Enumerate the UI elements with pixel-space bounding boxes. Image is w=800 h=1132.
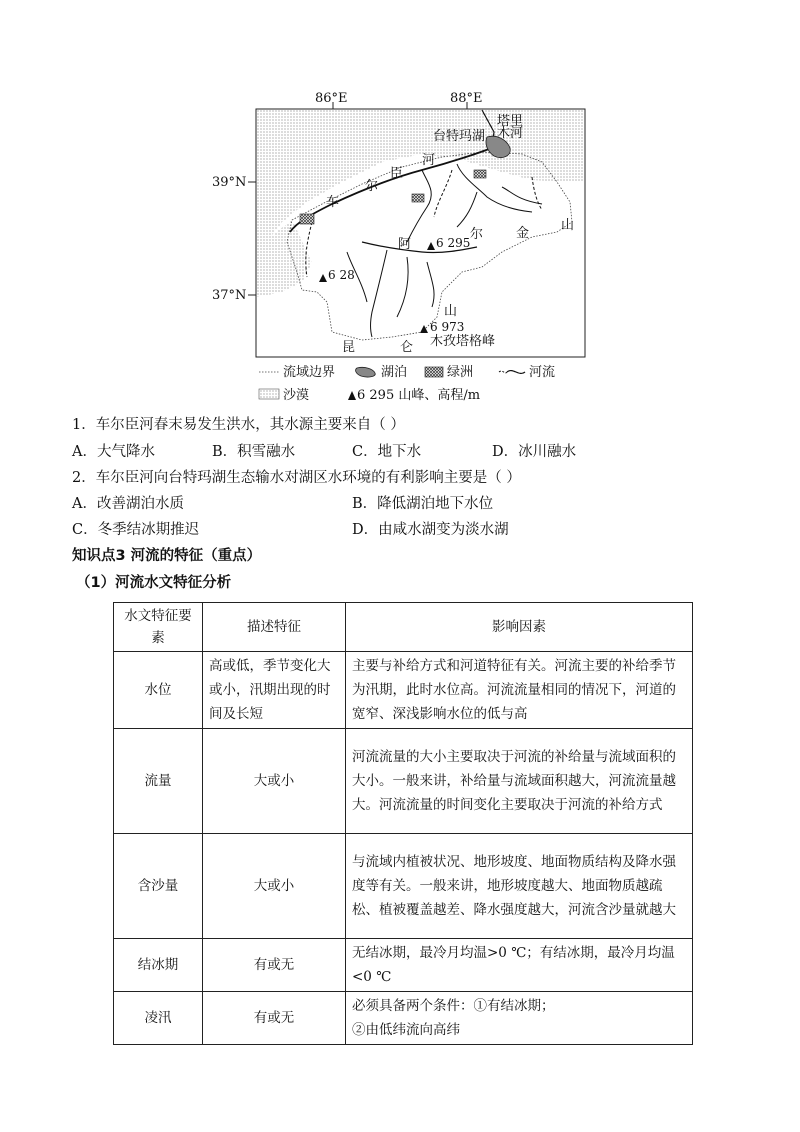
q1-option-c: C．地下水 xyxy=(352,444,422,460)
cell-factors: 河流流量的大小主要取决于河流的补给量与流域面积的大小。一般来讲，补给量与流域面积越大，河流流量越大。河流流量的时间变化主要取决于河流的补给方式 xyxy=(346,729,693,834)
q1-option-b: B．积雪融水 xyxy=(212,444,296,460)
river-label-he: 河 xyxy=(422,153,436,168)
q2-option-c: C．冬季结冰期推迟 xyxy=(72,522,200,538)
question-1-stem: 1．车尔臣河春末易发生洪水，其水源主要来自（ ） xyxy=(72,417,405,433)
map-legend xyxy=(257,363,597,411)
lon-label-86: 86°E xyxy=(315,91,348,106)
cell-element: 水位 xyxy=(114,652,203,729)
peak-label-6295: 6 295 xyxy=(436,236,471,250)
river-label-che: 车 xyxy=(326,195,340,210)
cell-factors: 无结冰期，最冷月均温>0 ℃；有结冰期，最冷月均温<0 ℃ xyxy=(346,939,693,992)
cell-description: 大或小 xyxy=(203,729,346,834)
river-label-er: 尔 xyxy=(365,179,379,194)
legend-desert: 沙漠 xyxy=(283,388,310,403)
table-row xyxy=(114,729,693,834)
peak-label-6973: 6 973 xyxy=(430,320,465,334)
cell-description: 有或无 xyxy=(203,992,346,1045)
legend-river: 河流 xyxy=(529,365,556,380)
factor-line-1: 必须具备两个条件：①有结冰期； xyxy=(352,998,555,1014)
q2-option-d: D．由咸水湖变为淡水湖 xyxy=(352,522,509,538)
tarim-river-label: 塔里木河 xyxy=(497,114,524,141)
cell-factors: 与流域内植被状况、地形坡度、地面物质结构及降水强度等有关。一般来讲，地形坡度越大、地面物质越疏松、植被覆盖越差、降水强度越大，河流含沙量就越大 xyxy=(346,834,693,939)
lat-label-39: 39°N xyxy=(212,175,247,190)
header-description: 描述特征 xyxy=(203,603,346,652)
legend-lake: 湖泊 xyxy=(381,365,408,380)
header-factors: 影响因素 xyxy=(346,603,693,652)
oasis xyxy=(300,214,314,224)
mountain-label-er: 尔 xyxy=(470,227,484,242)
section-subtitle: （1）河流水文特征分析 xyxy=(76,575,232,591)
question-2-stem: 2．车尔臣河向台特玛湖生态输水对湖区水环境的有利影响主要是（ ） xyxy=(72,470,521,486)
cell-element: 凌汛 xyxy=(114,992,203,1045)
cell-factors: 主要与补给方式和河道特征有关。河流主要的补给季节为汛期，此时水位高。河流流量相同的情况下，河道的宽窄、深浅影响水位的低与高 xyxy=(346,652,693,729)
river-label-chen: 臣 xyxy=(390,166,404,181)
table-header-row xyxy=(114,603,693,652)
cell-description: 大或小 xyxy=(203,834,346,939)
lon-label-88: 88°E xyxy=(450,91,483,106)
mountain-label-shan-2: 山 xyxy=(444,304,458,319)
cell-element: 含沙量 xyxy=(114,834,203,939)
hydrology-table xyxy=(113,602,693,1045)
section-title: 知识点3 河流的特征（重点） xyxy=(72,548,262,564)
table-row xyxy=(114,834,693,939)
cell-element: 流量 xyxy=(114,729,203,834)
mountain-label-kun: 昆 xyxy=(342,340,356,355)
legend-boundary: 流域边界 xyxy=(283,365,336,380)
table-row xyxy=(114,992,693,1045)
legend-peak: 6 295 山峰、高程/m xyxy=(357,388,481,403)
cell-description: 有或无 xyxy=(203,939,346,992)
cell-description: 高或低，季节变化大或小，汛期出现的时间及长短 xyxy=(203,652,346,729)
table-row xyxy=(114,652,693,729)
cell-factors xyxy=(346,992,693,1045)
q1-option-a: A．大气降水 xyxy=(72,444,155,460)
lake-label: 台特玛湖 xyxy=(433,129,486,144)
header-element: 水文特征要素 xyxy=(114,603,203,652)
mountain-label-lun: 仑 xyxy=(400,340,414,355)
q1-option-d: D．冰川融水 xyxy=(492,444,577,460)
cell-element: 结冰期 xyxy=(114,939,203,992)
q2-option-a: A．改善湖泊水质 xyxy=(72,496,184,512)
lat-label-37: 37°N xyxy=(212,288,247,303)
mountain-label-shan: 山 xyxy=(561,218,575,233)
peak-label-628: 6 28 xyxy=(328,268,355,282)
table-row xyxy=(114,939,693,992)
q2-option-b: B．降低湖泊地下水位 xyxy=(352,496,494,512)
peak-name-muzitage: 木孜塔格峰 xyxy=(430,334,496,349)
mountain-label-jin: 金 xyxy=(516,226,530,241)
legend-oasis: 绿洲 xyxy=(447,365,474,380)
factor-line-2: ②由低纬流向高纬 xyxy=(352,1022,460,1038)
mountain-label-a: 阿 xyxy=(398,237,412,252)
